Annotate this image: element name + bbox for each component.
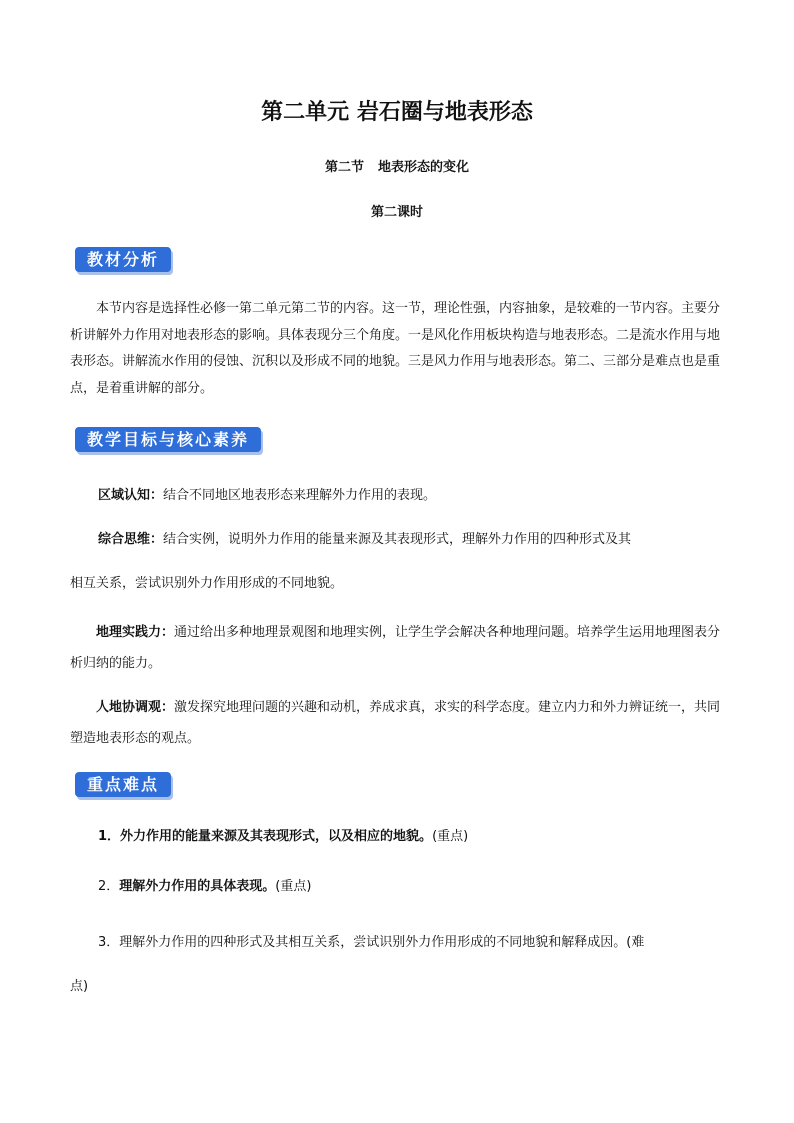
goal-label: 区域认知： bbox=[98, 488, 164, 503]
section-heading bbox=[0, 156, 794, 175]
goal-text: 激发探究地理问题的兴趣和动机，养成求真，求实的科学态度。建立内力和外力辨证统一，共同塑造地表形态的观点。 bbox=[70, 700, 721, 746]
analysis-paragraph bbox=[70, 296, 725, 402]
keypoints-badge: 重点难点 bbox=[75, 772, 171, 797]
keypoint-item: 1．外力作用的能量来源及其表现形式，以及相应的地貌。(重点) bbox=[98, 829, 469, 844]
section-title: 地表形态的变化 bbox=[378, 160, 470, 175]
section-number: 第二节 bbox=[324, 160, 364, 175]
goal-item-thinking-cont: 相互关系，尝试识别外力作用形成的不同地貌。 bbox=[70, 576, 344, 591]
goal-label: 人地协调观： bbox=[96, 700, 175, 715]
lesson-label: 第二课时 bbox=[370, 205, 423, 220]
goal-text: 结合不同地区地表形态来理解外力作用的表现。 bbox=[163, 488, 437, 503]
goal-label: 综合思维： bbox=[98, 532, 164, 547]
analysis-badge: 教材分析 bbox=[75, 247, 171, 272]
goal-item-thinking bbox=[98, 525, 728, 555]
goal-label: 地理实践力： bbox=[96, 625, 175, 640]
keypoint-item: 3．理解外力作用的四种形式及其相互关系，尝试识别外力作用形成的不同地貌和解释成因。(难 bbox=[98, 935, 645, 950]
goal-text: 结合实例，说明外力作用的能量来源及其表现形式，理解外力作用的四种形式及其 bbox=[163, 532, 632, 547]
goal-item-regional bbox=[98, 481, 728, 511]
goal-item-practice bbox=[70, 617, 730, 679]
keypoint-item: 2．理解外力作用的具体表现。(重点) bbox=[98, 879, 312, 894]
goal-item-harmony bbox=[70, 692, 730, 754]
keypoint-item-cont: 点) bbox=[70, 979, 89, 994]
page-title: 第二单元 岩石圈与地表形态 bbox=[261, 99, 533, 125]
goals-badge: 教学目标与核心素养 bbox=[75, 427, 261, 452]
analysis-text: 本节内容是选择性必修一第二单元第二节的内容。这一节，理论性强，内容抽象，是较难的一节内容。主要分析讲解外力作用对地表形态的影响。具体表现分三个角度。一是风化作用板块构造与地表形态。二是流水作用与地表形态。讲解流水作用的侵蚀、沉积以及形成不同的地貌。三是风力作用与地表形态。第二、三部分是难点也是重点，是着重讲解的部分。 bbox=[70, 301, 721, 396]
goal-text: 通过给出多种地理景观图和地理实例，让学生学会解决各种地理问题。培养学生运用地理图表分析归纳的能力。 bbox=[70, 625, 721, 671]
